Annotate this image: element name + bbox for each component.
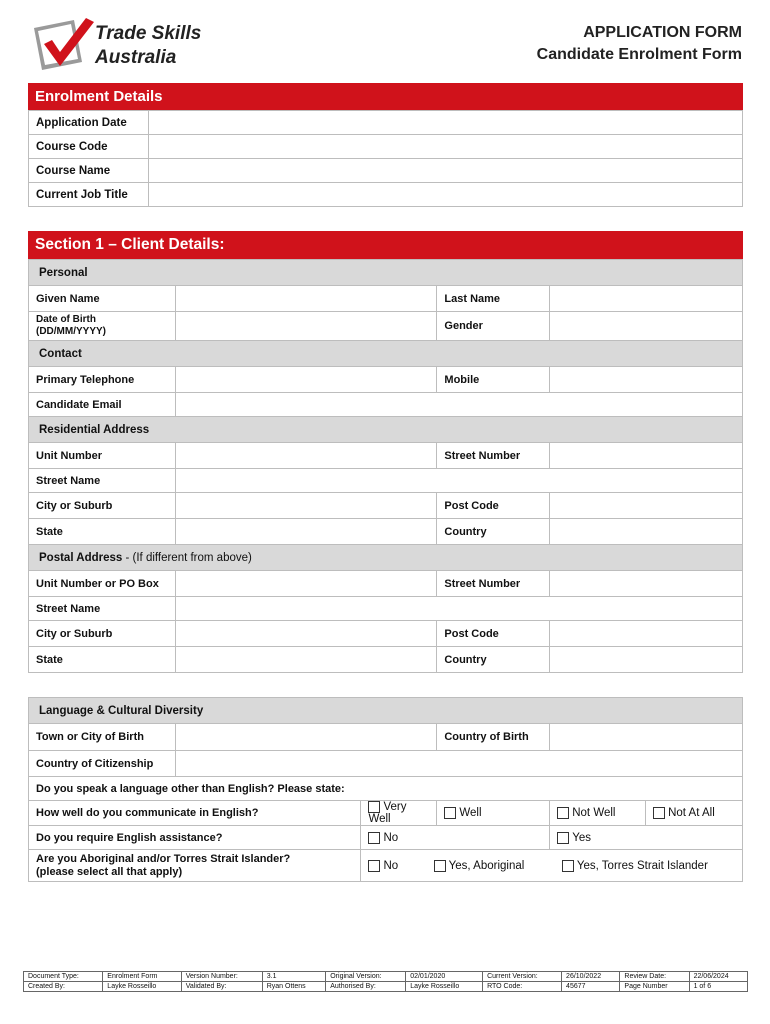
option-assist-yes[interactable] [550, 826, 743, 850]
footer-cell: Ryan Ottens [262, 982, 326, 992]
footer-cell: Review Date: [620, 972, 689, 982]
option-well[interactable] [437, 801, 550, 826]
application-date-field[interactable] [149, 111, 743, 135]
other-language-label: Do you speak a language other than English? Please state: [29, 777, 743, 801]
course-name-field[interactable] [149, 159, 743, 183]
res-country-field[interactable] [550, 519, 743, 545]
option-well-label: Well [459, 807, 482, 820]
option-very-well[interactable] [361, 801, 437, 826]
language-diversity-table [28, 697, 743, 882]
personal-subheader: Personal [29, 260, 743, 286]
checkbox-icon[interactable] [444, 807, 456, 819]
course-code-label: Course Code [29, 135, 149, 159]
aboriginal-question-line2: (please select all that apply) [36, 865, 183, 878]
footer-cell: Version Number: [181, 972, 262, 982]
form-title: APPLICATION FORM [583, 24, 742, 41]
checkbox-icon[interactable] [562, 860, 574, 872]
res-post-code-field[interactable] [550, 493, 743, 519]
postal-city-label: City or Suburb [29, 621, 176, 647]
postal-street-number-field[interactable] [550, 571, 743, 597]
option-torres-strait-yes-label: Yes, Torres Strait Islander [576, 859, 708, 872]
footer-cell: Created By: [24, 982, 103, 992]
postal-address-note: - (If different from above) [125, 551, 252, 564]
option-assist-yes-label: Yes [572, 831, 591, 844]
country-of-birth-field[interactable] [550, 724, 743, 751]
postal-address-subheader [29, 545, 743, 571]
postal-street-name-field[interactable] [175, 597, 742, 621]
checkbox-icon[interactable] [557, 807, 569, 819]
res-street-number-label: Street Number [437, 443, 550, 469]
option-aboriginal-yes-label: Yes, Aboriginal [448, 859, 525, 872]
given-name-label: Given Name [29, 286, 176, 312]
language-diversity-subheader: Language & Cultural Diversity [29, 698, 743, 724]
res-street-name-field[interactable] [175, 469, 742, 493]
course-name-label: Course Name [29, 159, 149, 183]
checkbox-icon[interactable] [368, 860, 380, 872]
candidate-email-field[interactable] [175, 393, 742, 417]
postal-city-field[interactable] [175, 621, 437, 647]
footer-cell: 1 of 6 [689, 982, 747, 992]
res-state-label: State [29, 519, 176, 545]
last-name-field[interactable] [550, 286, 743, 312]
citizenship-label: Country of Citizenship [29, 751, 176, 777]
res-city-field[interactable] [175, 493, 437, 519]
res-unit-number-field[interactable] [175, 443, 437, 469]
form-subtitle: Candidate Enrolment Form [536, 46, 742, 63]
res-state-field[interactable] [175, 519, 437, 545]
checkbox-icon[interactable] [653, 807, 665, 819]
application-date-label: Application Date [29, 111, 149, 135]
footer-cell: Document Type: [24, 972, 103, 982]
aboriginal-question [29, 850, 361, 882]
checkmark-logo-icon [30, 14, 100, 76]
footer-cell: Layke Rosseillo [406, 982, 483, 992]
res-city-label: City or Suburb [29, 493, 176, 519]
option-aboriginal-yes[interactable] [434, 860, 559, 872]
course-code-field[interactable] [149, 135, 743, 159]
option-not-well[interactable] [550, 801, 646, 826]
res-post-code-label: Post Code [437, 493, 550, 519]
postal-street-name-label: Street Name [29, 597, 176, 621]
option-aboriginal-no-label: No [383, 859, 399, 872]
postal-post-code-field[interactable] [550, 621, 743, 647]
checkbox-icon[interactable] [368, 832, 380, 844]
footer-cell: Enrolment Form [103, 972, 181, 982]
last-name-label: Last Name [437, 286, 550, 312]
residential-address-subheader: Residential Address [29, 417, 743, 443]
postal-state-label: State [29, 647, 176, 673]
postal-unit-label: Unit Number or PO Box [29, 571, 176, 597]
current-job-title-field[interactable] [149, 183, 743, 207]
option-torres-strait-yes[interactable] [562, 860, 708, 872]
mobile-field[interactable] [550, 367, 743, 393]
gender-label: Gender [437, 312, 550, 341]
res-street-name-label: Street Name [29, 469, 176, 493]
res-unit-number-label: Unit Number [29, 443, 176, 469]
contact-subheader: Contact [29, 341, 743, 367]
postal-post-code-label: Post Code [437, 621, 550, 647]
postal-address-heading: Postal Address [39, 551, 123, 564]
option-assist-no[interactable] [361, 826, 550, 850]
postal-unit-field[interactable] [175, 571, 437, 597]
footer-cell: 02/01/2020 [406, 972, 483, 982]
postal-country-label: Country [437, 647, 550, 673]
footer-cell: Authorised By: [326, 982, 406, 992]
footer-cell: 26/10/2022 [562, 972, 620, 982]
footer-cell: Current Version: [483, 972, 562, 982]
aboriginal-question-line1: Are you Aboriginal and/or Torres Strait Islander? [36, 852, 291, 865]
footer-cell: Validated By: [181, 982, 262, 992]
current-job-title-label: Current Job Title [29, 183, 149, 207]
postal-street-number-label: Street Number [437, 571, 550, 597]
footer-cell: 3.1 [262, 972, 326, 982]
option-not-at-all[interactable] [646, 801, 743, 826]
checkbox-icon[interactable] [434, 860, 446, 872]
given-name-field[interactable] [175, 286, 437, 312]
enrolment-details-table [28, 110, 743, 207]
postal-state-field[interactable] [175, 647, 437, 673]
gender-field[interactable] [550, 312, 743, 341]
town-of-birth-field[interactable] [175, 724, 437, 751]
primary-telephone-label: Primary Telephone [29, 367, 176, 393]
mobile-label: Mobile [437, 367, 550, 393]
footer-cell: Layke Rosseillo [103, 982, 181, 992]
res-country-label: Country [437, 519, 550, 545]
client-details-table [28, 259, 743, 673]
footer-cell: Page Number [620, 982, 689, 992]
dob-label: Date of Birth (DD/MM/YYYY) [29, 312, 176, 341]
option-not-at-all-label: Not At All [668, 807, 715, 820]
english-assistance-question: Do you require English assistance? [29, 826, 361, 850]
enrolment-details-header: Enrolment Details [28, 83, 743, 110]
brand-line-1: Trade Skills [95, 23, 202, 44]
primary-telephone-field[interactable] [175, 367, 437, 393]
communicate-question: How well do you communicate in English? [29, 801, 361, 826]
postal-country-field[interactable] [550, 647, 743, 673]
footer-cell: Original Version: [326, 972, 406, 982]
option-aboriginal-no[interactable] [368, 860, 430, 872]
candidate-email-label: Candidate Email [29, 393, 176, 417]
brand-line-2: Australia [95, 47, 177, 68]
section-1-header: Section 1 – Client Details: [28, 231, 743, 259]
footer-cell: RTO Code: [483, 982, 562, 992]
form-heading [537, 22, 742, 66]
footer-cell: 22/06/2024 [689, 972, 747, 982]
document-footer [23, 971, 748, 992]
res-street-number-field[interactable] [550, 443, 743, 469]
footer-cell: 45677 [562, 982, 620, 992]
aboriginal-options [361, 850, 743, 882]
option-assist-no-label: No [383, 831, 399, 844]
checkbox-icon[interactable] [368, 801, 380, 813]
country-of-birth-label: Country of Birth [437, 724, 550, 751]
option-not-well-label: Not Well [572, 807, 616, 820]
option-very-well-label: Very Well [368, 801, 407, 826]
citizenship-field[interactable] [175, 751, 742, 777]
town-of-birth-label: Town or City of Birth [29, 724, 176, 751]
brand-name [95, 22, 201, 70]
dob-field[interactable] [175, 312, 437, 341]
checkbox-icon[interactable] [557, 832, 569, 844]
